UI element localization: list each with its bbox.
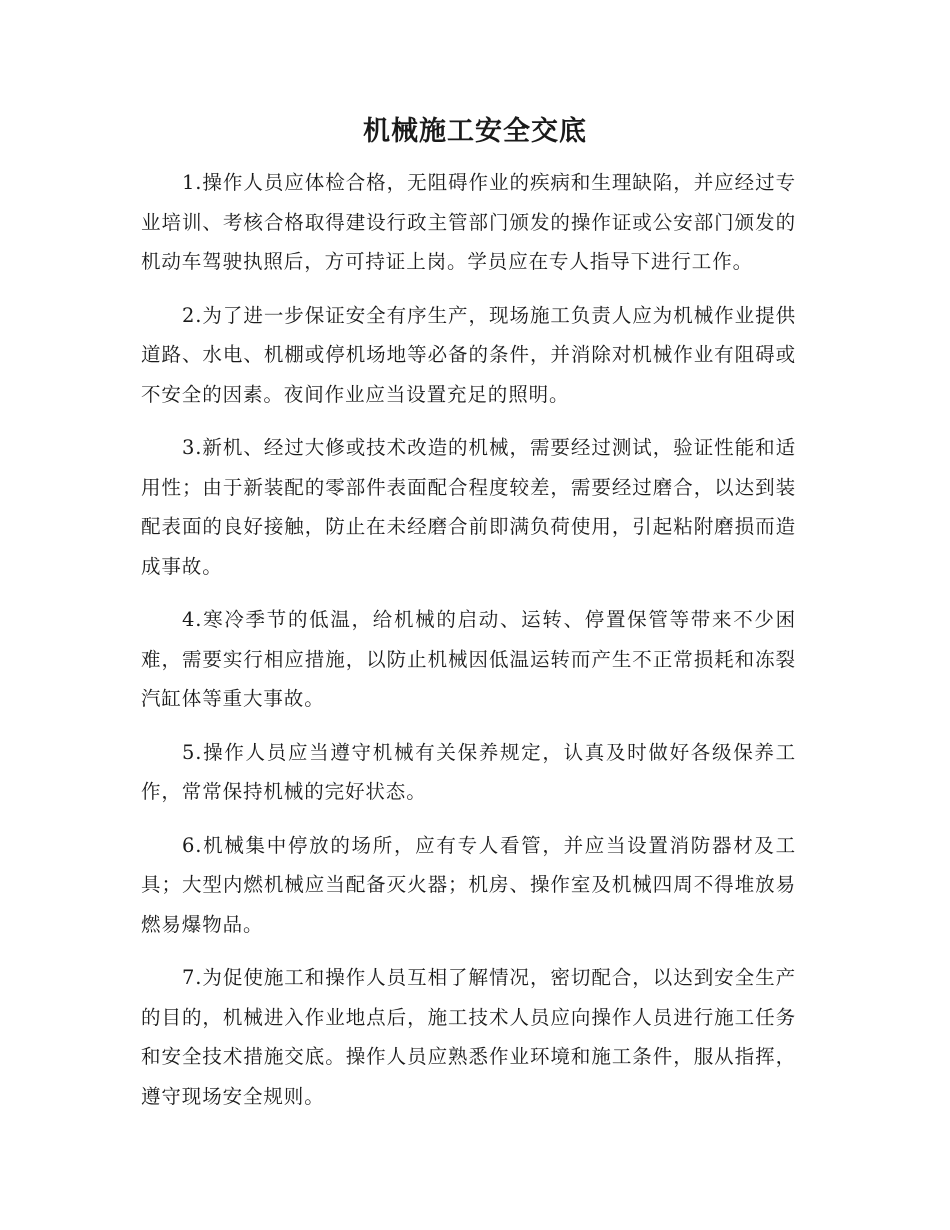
document-title: 机械施工安全交底 (363, 116, 587, 147)
paragraph-3: 3.新机、经过大修或技术改造的机械，需要经过测试，验证性能和适用性；由于新装配的零部件表面配合程度较差，需要经过磨合，以达到装配表面的良好接触，防止在未经磨合前即满负荷使用，引起粘附磨损而造成事故。 (141, 436, 796, 578)
paragraph-7: 7.为促使施工和操作人员互相了解情况，密切配合，以达到安全生产的目的，机械进入作业地点后，施工技术人员应向操作人员进行施工任务和安全技术措施交底。操作人员应熟悉作业环境和施工条件，服从指挥，遵守现场安全规则。 (141, 966, 796, 1108)
paragraph-4: 4.寒冷季节的低温，给机械的启动、运转、停置保管等带来不少困难，需要实行相应措施，以防止机械因低温运转而产生不正常损耗和冻裂汽缸体等重大事故。 (141, 608, 796, 710)
paragraph-5: 5.操作人员应当遵守机械有关保养规定，认真及时做好各级保养工作，常常保持机械的完好状态。 (141, 740, 796, 803)
document-body (141, 163, 796, 1130)
paragraph-1: 1.操作人员应体检合格，无阻碍作业的疾病和生理缺陷，并应经过专业培训、考核合格取得建设行政主管部门颁发的操作证或公安部门颁发的机动车驾驶执照后，方可持证上岗。学员应在专人指导下进行工作。 (141, 171, 796, 273)
paragraph-6: 6.机械集中停放的场所，应有专人看管，并应当设置消防器材及工具；大型内燃机械应当配备灭火器；机房、操作室及机械四周不得堆放易燃易爆物品。 (141, 833, 796, 936)
paragraph-2: 2.为了进一步保证安全有序生产，现场施工负责人应为机械作业提供道路、水电、机棚或停机场地等必备的条件，并消除对机械作业有阻碍或不安全的因素。夜间作业应当设置充足的照明。 (141, 303, 796, 406)
